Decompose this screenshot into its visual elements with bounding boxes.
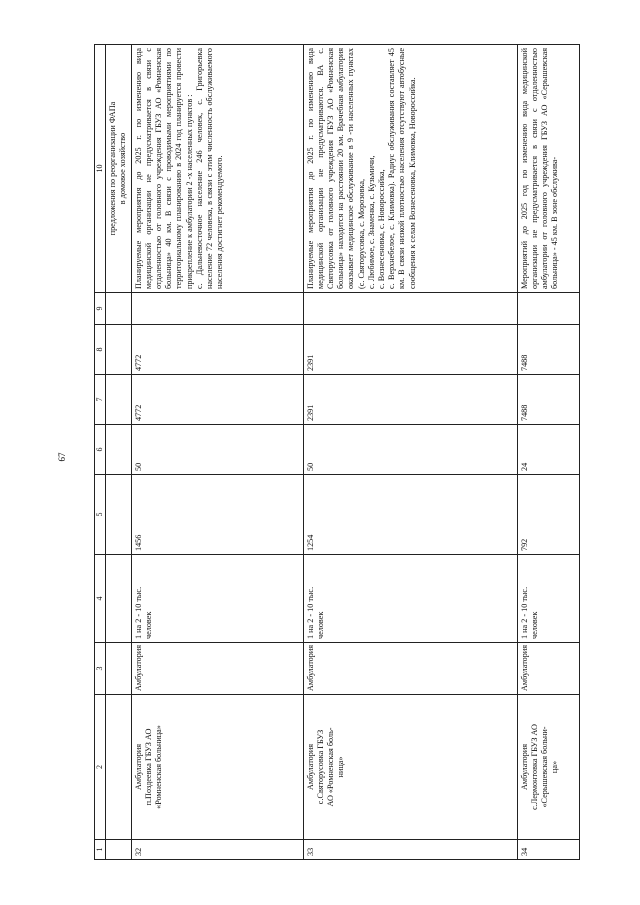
facility-name: Амбулатория п.Поздеевка ГБУЗ АО «Ромненская больница» (131, 695, 303, 840)
header-cell: 9 (95, 293, 106, 325)
header-row (95, 45, 106, 860)
norm: 1 на 2 - 10 тыс. человек (303, 555, 517, 643)
value-col7: 4772 (131, 375, 303, 425)
value-col8: 7488 (517, 325, 579, 375)
value-col9 (303, 293, 517, 325)
header-cell: 2 (95, 695, 106, 840)
value-col8: 2391 (303, 325, 517, 375)
measures-text: Планируемые мероприятия до 2025 г. по изменению вида медицинской организации не предусматриваются. ВА с. Святорусовка от головного учреждения ГБУЗ АО «Ромненская больница» находится на расстоянии 20 км. Врачебная амбулатория оказывает медицинское обслуживание в 9 -ти населенных пунктах (с. Святорусовка, с. Морозовка, с. Любимое, с. Знаменка, с. Кузьмичи, с. Вознесеновка, с. Новороссийка, с. Верхнебелое, с. Климовка). Радиус обслуживания составляет 45 км. В связи низкой плотностью населения отсутствуют автобусные сообщения к селам Вознесеновка, Климовка, Новороссийка. (303, 45, 517, 293)
value-col5: 1254 (303, 475, 517, 555)
facility-name: Амбулатория с.Святорусовка ГБУЗ АО «Ромненская боль- ница» (303, 695, 517, 840)
continued-note: предложения по реорганизации ФАПа в домовое хозяйство (106, 45, 131, 293)
value-col9 (131, 293, 303, 325)
rotated-table-sheet (94, 45, 566, 860)
value-col5: 792 (517, 475, 579, 555)
table-row (131, 45, 303, 860)
facility-type: Амбулатория (131, 643, 303, 695)
facility-name: Амбулатория с.Лермонтовка ГБУЗ АО «Серышевская больни- ца» (517, 695, 579, 840)
header-cell: 3 (95, 643, 106, 695)
table-row (517, 45, 579, 860)
page-number: 67 (57, 452, 67, 462)
measures-text: Мероприятий до 2025 год по изменению вида медицинской организации не предусматривается в связи с отдаленностью амбулатории от головного учреждения ГБУЗ АО «Серышевская больница» - 45 км. В зоне обслужива- (517, 45, 579, 293)
header-cell: 4 (95, 555, 106, 643)
row-number: 32 (131, 840, 303, 860)
header-cell: 10 (95, 45, 106, 293)
header-cell: 1 (95, 840, 106, 860)
norm: 1 на 2 - 10 тыс. человек (517, 555, 579, 643)
header-cell: 6 (95, 425, 106, 475)
value-col7: 2391 (303, 375, 517, 425)
value-col6: 50 (131, 425, 303, 475)
value-col9 (517, 293, 579, 325)
header-cell: 5 (95, 475, 106, 555)
continuation-row (106, 45, 131, 860)
facilities-table (94, 44, 580, 860)
value-col6: 50 (303, 425, 517, 475)
facility-type: Амбулатория (303, 643, 517, 695)
value-col8: 4772 (131, 325, 303, 375)
value-col7: 7488 (517, 375, 579, 425)
table-row (303, 45, 517, 860)
value-col6: 24 (517, 425, 579, 475)
header-cell: 7 (95, 375, 106, 425)
facility-type: Амбулатория (517, 643, 579, 695)
norm: 1 на 2 - 10 тыс. человек (131, 555, 303, 643)
row-number: 33 (303, 840, 517, 860)
value-col5: 1456 (131, 475, 303, 555)
row-number: 34 (517, 840, 579, 860)
measures-text: Планируемые мероприятия до 2025 г. по изменению вида медицинской организации не предусматривается в связи с отдаленностью от головного учреждения ГБУЗ АО «Ромненская больница» 40 км. В связи с проводимыми мероприятиями по территориальному планированию в 2024 год планируется провести прикрепление к амбулатории 2 -х населенных пунктов : с. Дальневосточное население 246 человек, с. Григорьевка население 72 человека, в связи с этим численность обслуживаемого населения достигнет рекомендуемого. (131, 45, 303, 293)
header-cell: 8 (95, 325, 106, 375)
